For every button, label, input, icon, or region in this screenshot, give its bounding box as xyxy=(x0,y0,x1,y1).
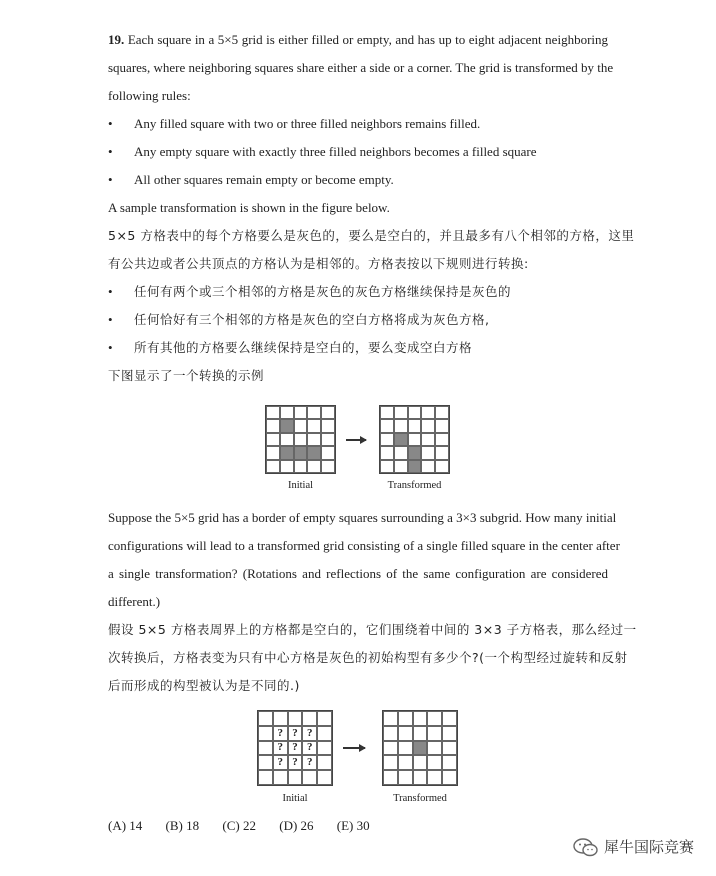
grid-cell xyxy=(413,755,428,770)
problem-text: Each square in a 5×5 grid is either filled or empty, and has up to eight adjacent neighboring xyxy=(127,32,609,47)
grid-cell xyxy=(321,406,335,419)
grid-cell xyxy=(383,741,398,756)
grid-cell xyxy=(413,770,428,785)
grid-cell xyxy=(321,460,335,473)
choice-e: (E) 30 xyxy=(336,818,370,833)
grid-cell xyxy=(421,433,435,446)
grid-cell xyxy=(280,406,294,419)
grid-cell xyxy=(427,770,442,785)
bullet: • xyxy=(108,312,113,327)
cn-line-1: 5×5 方格表中的每个方格要么是灰色的，要么是空白的，并且最多有八个相邻的方格，这里 xyxy=(108,228,635,243)
unknown-cell: ? xyxy=(288,755,303,770)
grid-cell xyxy=(394,460,408,473)
grid-cell xyxy=(321,419,335,432)
grid-cell xyxy=(435,406,449,419)
question-line-4: different.) xyxy=(108,594,161,609)
fig2-transformed-grid xyxy=(382,710,458,786)
grid-cell xyxy=(294,419,308,432)
grid-cell xyxy=(266,460,280,473)
unknown-cell: ? xyxy=(273,755,288,770)
grid-cell xyxy=(398,755,413,770)
grid-cell xyxy=(398,726,413,741)
grid-cell xyxy=(442,741,457,756)
bullet: • xyxy=(108,172,113,187)
fig1-initial-grid xyxy=(265,405,336,474)
grid-cell xyxy=(413,711,428,726)
grid-cell xyxy=(307,406,321,419)
rule-cn-2: 任何恰好有三个相邻的方格是灰色的空白方格将成为灰色方格, xyxy=(134,312,490,327)
grid-cell xyxy=(288,770,303,785)
problem-line-3: following rules: xyxy=(108,88,191,103)
wechat-icon xyxy=(572,837,600,857)
watermark xyxy=(572,836,694,857)
unknown-cell: ? xyxy=(288,741,303,756)
grid-cell xyxy=(421,419,435,432)
grid-cell xyxy=(317,741,332,756)
grid-cell xyxy=(380,419,394,432)
question-cn-line-1: 假设 5×5 方格表周界上的方格都是空白的，它们围绕着中间的 3×3 子方格表，那么经过一 xyxy=(108,622,637,637)
grid-cell-filled xyxy=(394,433,408,446)
unknown-cell: ? xyxy=(273,726,288,741)
grid-cell xyxy=(442,770,457,785)
fig2-initial-grid xyxy=(257,710,333,786)
rule-cn-3: 所有其他的方格要么继续保持是空白的，要么变成空白方格 xyxy=(134,340,473,355)
grid-cell-filled xyxy=(307,446,321,459)
grid-cell xyxy=(435,446,449,459)
bullet: • xyxy=(108,116,113,131)
grid-cell xyxy=(408,406,422,419)
grid-cell xyxy=(427,755,442,770)
grid-cell xyxy=(383,755,398,770)
grid-cell xyxy=(442,726,457,741)
unknown-cell: ? xyxy=(273,741,288,756)
grid-cell xyxy=(273,770,288,785)
rule-en-1: Any filled square with two or three filled neighbors remains filled. xyxy=(134,116,481,131)
grid-cell xyxy=(258,755,273,770)
bullet: • xyxy=(108,340,113,355)
grid-cell xyxy=(408,433,422,446)
grid-cell xyxy=(321,446,335,459)
grid-cell xyxy=(421,460,435,473)
unknown-cell: ? xyxy=(302,741,317,756)
grid-cell xyxy=(307,419,321,432)
question-cn-line-2: 次转换后，方格表变为只有中心方格是灰色的初始构型有多少个?(一个构型经过旋转和反射 xyxy=(108,650,628,665)
grid-cell xyxy=(421,446,435,459)
rule-en-2: Any empty square with exactly three filled neighbors becomes a filled square xyxy=(134,144,537,159)
grid-cell xyxy=(258,711,273,726)
grid-cell xyxy=(442,711,457,726)
question-cn-line-3: 后而形成的构型被认为是不同的.) xyxy=(108,678,300,693)
grid-cell xyxy=(380,460,394,473)
grid-cell xyxy=(317,726,332,741)
grid-cell xyxy=(258,741,273,756)
grid-cell xyxy=(294,460,308,473)
grid-cell xyxy=(413,726,428,741)
unknown-cell: ? xyxy=(302,755,317,770)
cn-line-2: 有公共边或者公共顶点的方格认为是相邻的。方格表按以下规则进行转换: xyxy=(108,256,529,271)
rule-cn-1: 任何有两个或三个相邻的方格是灰色的灰色方格继续保持是灰色的 xyxy=(134,284,512,299)
grid-cell xyxy=(288,711,303,726)
fig1-transformed-grid xyxy=(379,405,450,474)
grid-cell-filled xyxy=(408,460,422,473)
grid-cell xyxy=(280,433,294,446)
grid-cell xyxy=(427,711,442,726)
bullet: • xyxy=(108,144,113,159)
fig1-transformed-caption: Transformed xyxy=(387,480,442,491)
grid-cell xyxy=(435,460,449,473)
grid-cell xyxy=(398,711,413,726)
grid-cell xyxy=(307,460,321,473)
grid-cell-filled xyxy=(413,741,428,756)
question-line-2: configurations will lead to a transformed grid consisting of a single filled square in the center after xyxy=(108,538,620,553)
sample-en: A sample transformation is shown in the figure below. xyxy=(108,200,390,215)
grid-cell xyxy=(258,770,273,785)
choice-b: (B) 18 xyxy=(165,818,200,833)
grid-cell xyxy=(435,433,449,446)
unknown-cell: ? xyxy=(302,726,317,741)
problem-line-1 xyxy=(108,32,608,48)
grid-cell xyxy=(398,770,413,785)
grid-cell xyxy=(380,446,394,459)
answer-choices xyxy=(108,818,390,834)
problem-number: 19. xyxy=(108,32,125,47)
grid-cell xyxy=(266,406,280,419)
grid-cell xyxy=(427,726,442,741)
grid-cell xyxy=(394,406,408,419)
grid-cell xyxy=(427,741,442,756)
grid-cell xyxy=(442,755,457,770)
rule-en-3: All other squares remain empty or become empty. xyxy=(134,172,394,187)
grid-cell xyxy=(398,741,413,756)
grid-cell xyxy=(383,726,398,741)
grid-cell xyxy=(321,433,335,446)
grid-cell xyxy=(302,770,317,785)
grid-cell xyxy=(317,755,332,770)
grid-cell xyxy=(258,726,273,741)
watermark-text: 犀牛国际竞赛 xyxy=(603,838,694,856)
grid-cell xyxy=(294,433,308,446)
question-line-1: Suppose the 5×5 grid has a border of empty squares surrounding a 3×3 subgrid. How many initial xyxy=(108,510,617,525)
grid-cell-filled xyxy=(280,446,294,459)
question-line-3: a single transformation? (Rotations and reflections of the same configuration are considered xyxy=(108,566,608,581)
fig2-initial-caption: Initial xyxy=(282,793,308,804)
grid-cell xyxy=(380,406,394,419)
grid-cell xyxy=(421,406,435,419)
grid-cell xyxy=(307,433,321,446)
grid-cell xyxy=(408,419,422,432)
bullet: • xyxy=(108,284,113,299)
grid-cell xyxy=(280,460,294,473)
grid-cell xyxy=(383,770,398,785)
grid-cell-filled xyxy=(294,446,308,459)
fig2-transformed-caption: Transformed xyxy=(393,793,447,804)
arrow-right-icon xyxy=(346,439,366,441)
fig1-initial-caption: Initial xyxy=(287,480,314,491)
choice-c: (C) 22 xyxy=(222,818,256,833)
choice-a: (A) 14 xyxy=(108,818,143,833)
problem-line-2: squares, where neighboring squares share either a side or a corner. The grid is transformed by the xyxy=(108,60,614,75)
grid-cell xyxy=(266,446,280,459)
grid-cell-filled xyxy=(280,419,294,432)
grid-cell xyxy=(266,419,280,432)
grid-cell xyxy=(383,711,398,726)
grid-cell xyxy=(266,433,280,446)
grid-cell xyxy=(394,419,408,432)
unknown-cell: ? xyxy=(288,726,303,741)
choice-d: (D) 26 xyxy=(279,818,314,833)
grid-cell xyxy=(294,406,308,419)
grid-cell xyxy=(317,711,332,726)
arrow-right-icon xyxy=(343,747,365,749)
sample-cn: 下图显示了一个转换的示例 xyxy=(108,368,265,383)
grid-cell xyxy=(317,770,332,785)
grid-cell xyxy=(394,446,408,459)
grid-cell xyxy=(302,711,317,726)
grid-cell xyxy=(380,433,394,446)
grid-cell-filled xyxy=(408,446,422,459)
grid-cell xyxy=(273,711,288,726)
grid-cell xyxy=(435,419,449,432)
